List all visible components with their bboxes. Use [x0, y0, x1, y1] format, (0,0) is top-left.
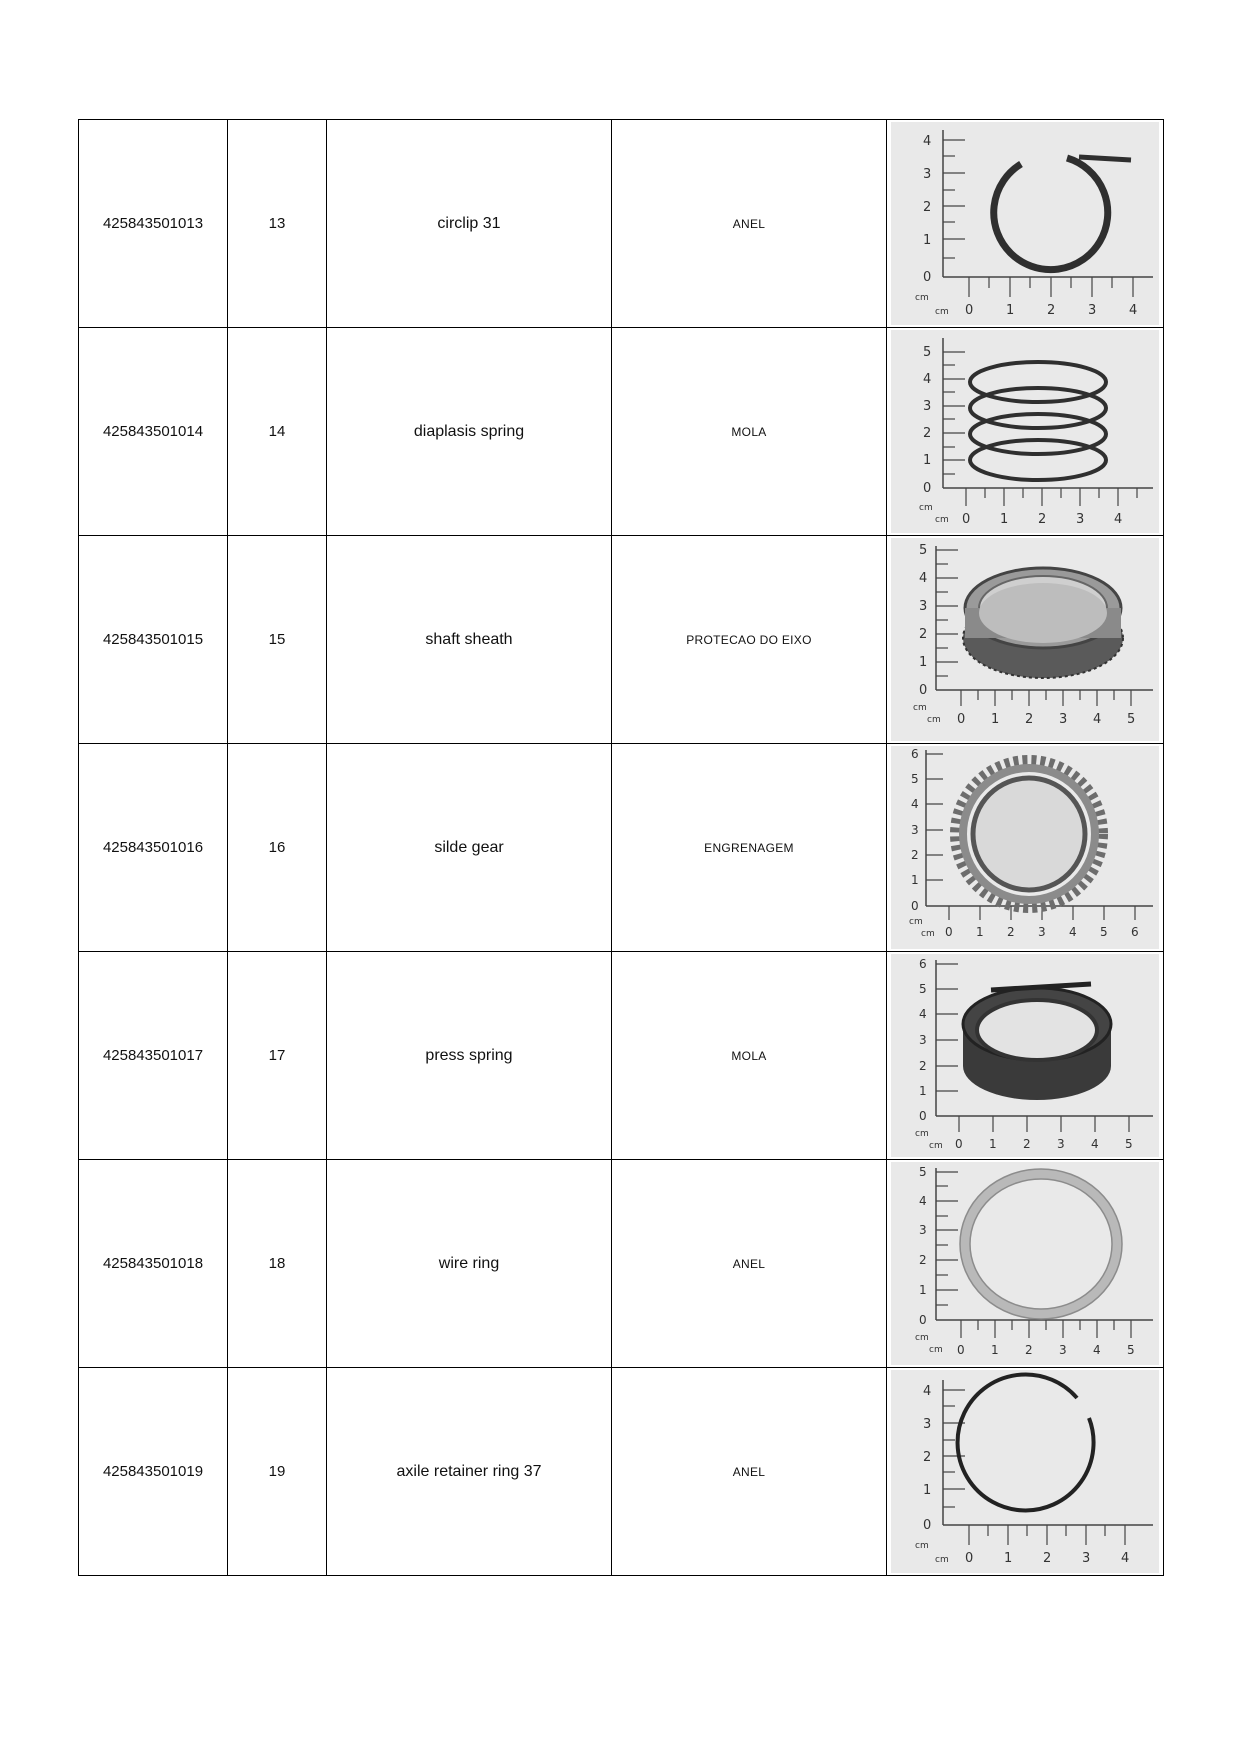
circlip-icon: [891, 122, 1159, 325]
part-description: circlip 31: [327, 120, 612, 328]
scale-unit-label: cm: [915, 293, 929, 303]
part-code: 425843501018: [79, 1160, 228, 1368]
coil-spring-icon: [891, 330, 1159, 533]
scale-y-label: 4: [923, 1384, 932, 1399]
scale-y-label: 3: [919, 599, 928, 614]
scale-x-label: 0: [945, 925, 953, 939]
scale-y-label: 0: [911, 899, 919, 913]
item-number: 18: [228, 1160, 327, 1368]
scale-x-label: 0: [957, 712, 966, 727]
gear-icon: [891, 746, 1159, 949]
scale-x-label: 6: [1131, 925, 1139, 939]
scale-x-label: 3: [1076, 512, 1085, 527]
part-description: diaplasis spring: [327, 328, 612, 536]
part-code: 425843501016: [79, 744, 228, 952]
scale-y-label: 5: [919, 1165, 927, 1179]
scale-y-label: 3: [919, 1033, 927, 1047]
scale-unit-label: cm: [915, 1129, 929, 1139]
part-description: press spring: [327, 952, 612, 1160]
item-number: 19: [228, 1368, 327, 1576]
press-spring-icon: [891, 954, 1159, 1157]
scale-x-label: 4: [1093, 712, 1102, 727]
shaft-sheath-icon: [891, 538, 1159, 741]
table-row: [79, 536, 1164, 744]
scale-unit-label: cm: [921, 929, 935, 939]
scale-y-label: 3: [923, 167, 932, 182]
scale-y-label: 0: [919, 1313, 927, 1327]
scale-x-label: 1: [1006, 303, 1015, 318]
scale-y-label: 3: [923, 1417, 932, 1432]
scale-y-label: 2: [923, 200, 932, 215]
portuguese-name: MOLA: [612, 328, 887, 536]
scale-x-label: 1: [976, 925, 984, 939]
portuguese-name: ANEL: [612, 120, 887, 328]
portuguese-name: ENGRENAGEM: [612, 744, 887, 952]
scale-unit-label: cm: [935, 307, 949, 317]
scale-x-label: 1: [1004, 1551, 1013, 1566]
part-description: shaft sheath: [327, 536, 612, 744]
scale-unit-label: cm: [915, 1333, 929, 1343]
scale-x-label: 0: [965, 1551, 974, 1566]
scale-x-label: 3: [1059, 1343, 1067, 1357]
retainer-ring-icon: [891, 1370, 1159, 1573]
scale-x-label: 3: [1059, 712, 1068, 727]
table-row: [79, 328, 1164, 536]
scale-y-label: 4: [919, 1007, 927, 1021]
part-code: 425843501019: [79, 1368, 228, 1576]
scale-unit-label: cm: [929, 1141, 943, 1151]
part-description: axile retainer ring 37: [327, 1368, 612, 1576]
scale-unit-label: cm: [929, 1345, 943, 1355]
scale-x-label: 4: [1093, 1343, 1101, 1357]
scale-y-label: 0: [923, 481, 932, 496]
scale-y-label: 6: [911, 747, 919, 761]
part-code: 425843501017: [79, 952, 228, 1160]
scale-y-label: 6: [919, 957, 927, 971]
table-row: [79, 1368, 1164, 1576]
scale-x-label: 2: [1038, 512, 1047, 527]
scale-x-label: 4: [1121, 1551, 1130, 1566]
scale-x-label: 2: [1025, 712, 1034, 727]
part-code: 425843501015: [79, 536, 228, 744]
scale-y-label: 2: [919, 1059, 927, 1073]
portuguese-name: ANEL: [612, 1160, 887, 1368]
scale-x-label: 3: [1057, 1137, 1065, 1151]
scale-y-label: 1: [923, 453, 932, 468]
scale-x-label: 0: [955, 1137, 963, 1151]
scale-y-label: 1: [911, 873, 919, 887]
table-row: [79, 1160, 1164, 1368]
scale-y-label: 5: [923, 345, 932, 360]
scale-unit-label: cm: [935, 1555, 949, 1565]
scale-y-label: 0: [923, 270, 932, 285]
scale-y-label: 2: [919, 1253, 927, 1267]
scale-unit-label: cm: [913, 703, 927, 713]
scale-x-label: 3: [1082, 1551, 1091, 1566]
wire-ring-icon: [891, 1162, 1159, 1365]
scale-unit-label: cm: [927, 715, 941, 725]
part-description: wire ring: [327, 1160, 612, 1368]
scale-x-label: 1: [1000, 512, 1009, 527]
scale-x-label: 2: [1025, 1343, 1033, 1357]
scale-y-label: 5: [919, 982, 927, 996]
scale-y-label: 1: [919, 1283, 927, 1297]
portuguese-name: MOLA: [612, 952, 887, 1160]
scale-x-label: 1: [991, 1343, 999, 1357]
part-code: 425843501014: [79, 328, 228, 536]
scale-unit-label: cm: [909, 917, 923, 927]
scale-y-label: 0: [919, 683, 928, 698]
scale-y-label: 0: [919, 1109, 927, 1123]
scale-y-label: 4: [923, 134, 932, 149]
scale-x-label: 4: [1069, 925, 1077, 939]
scale-x-label: 4: [1129, 303, 1138, 318]
scale-y-label: 1: [919, 1084, 927, 1098]
scale-y-label: 5: [911, 772, 919, 786]
scale-x-label: 5: [1127, 712, 1136, 727]
scale-y-label: 1: [923, 1483, 932, 1498]
item-number: 14: [228, 328, 327, 536]
item-number: 15: [228, 536, 327, 744]
table-row: [79, 120, 1164, 328]
part-code: 425843501013: [79, 120, 228, 328]
scale-unit-label: cm: [919, 503, 933, 513]
table-row: [79, 952, 1164, 1160]
scale-x-label: 2: [1023, 1137, 1031, 1151]
item-number: 17: [228, 952, 327, 1160]
scale-y-label: 2: [911, 848, 919, 862]
scale-x-label: 3: [1038, 925, 1046, 939]
scale-x-label: 2: [1043, 1551, 1052, 1566]
item-number: 13: [228, 120, 327, 328]
scale-y-label: 4: [919, 571, 928, 586]
scale-x-label: 1: [989, 1137, 997, 1151]
scale-x-label: 4: [1114, 512, 1123, 527]
scale-y-label: 1: [923, 233, 932, 248]
scale-x-label: 1: [991, 712, 1000, 727]
scale-y-label: 3: [923, 399, 932, 414]
scale-y-label: 4: [919, 1194, 927, 1208]
scale-y-label: 2: [919, 627, 928, 642]
scale-y-label: 0: [923, 1518, 932, 1533]
scale-x-label: 5: [1125, 1137, 1133, 1151]
part-description: silde gear: [327, 744, 612, 952]
scale-y-label: 4: [911, 797, 919, 811]
scale-y-label: 3: [911, 823, 919, 837]
scale-y-label: 2: [923, 426, 932, 441]
scale-y-label: 2: [923, 1450, 932, 1465]
scale-y-label: 1: [919, 655, 928, 670]
table-row: [79, 744, 1164, 952]
scale-x-label: 2: [1047, 303, 1056, 318]
scale-unit-label: cm: [915, 1541, 929, 1551]
portuguese-name: PROTECAO DO EIXO: [612, 536, 887, 744]
scale-x-label: 3: [1088, 303, 1097, 318]
item-number: 16: [228, 744, 327, 952]
scale-x-label: 2: [1007, 925, 1015, 939]
scale-x-label: 0: [965, 303, 974, 318]
scale-y-label: 5: [919, 543, 928, 558]
portuguese-name: ANEL: [612, 1368, 887, 1576]
scale-x-label: 4: [1091, 1137, 1099, 1151]
parts-table: [78, 119, 1164, 1576]
scale-unit-label: cm: [935, 515, 949, 525]
scale-y-label: 3: [919, 1223, 927, 1237]
scale-x-label: 5: [1127, 1343, 1135, 1357]
scale-x-label: 0: [957, 1343, 965, 1357]
scale-x-label: 0: [962, 512, 971, 527]
scale-y-label: 4: [923, 372, 932, 387]
scale-x-label: 5: [1100, 925, 1108, 939]
